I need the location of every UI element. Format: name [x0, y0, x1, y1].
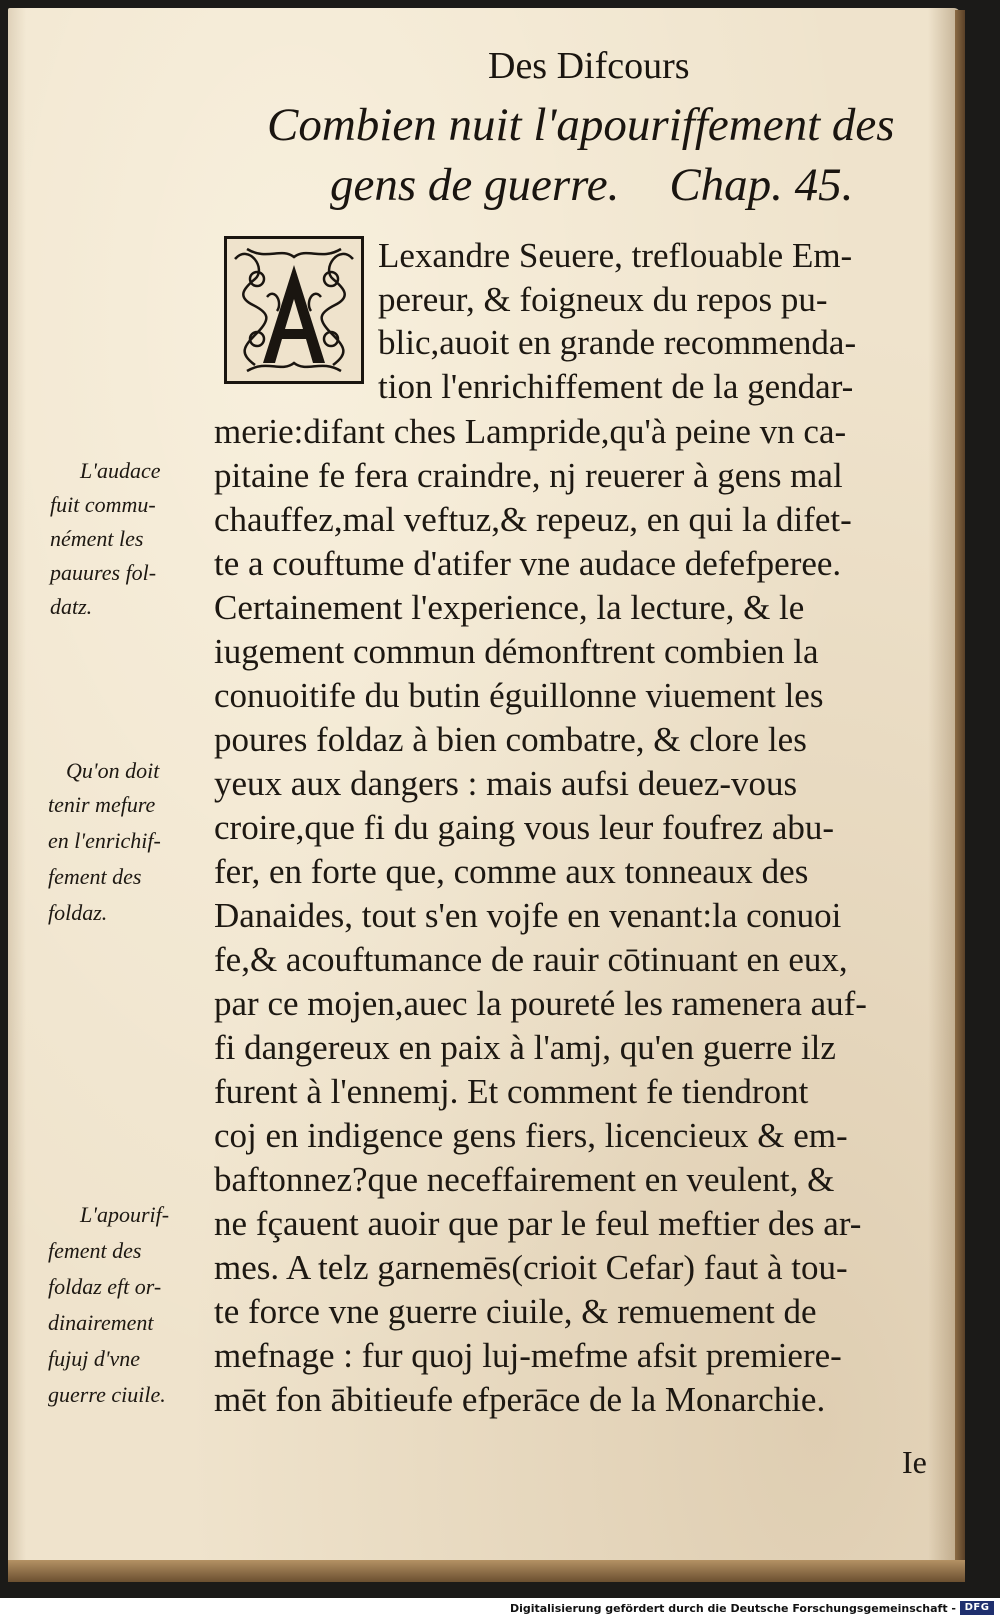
- marginal-note: guerre ciuile.: [48, 1382, 166, 1407]
- body-line: fe,& acouftumance de rauir cōtinuant en eux,: [214, 940, 848, 979]
- body-line: chauffez,mal veftuz,& repeuz, en qui la difet-: [214, 500, 852, 539]
- body-line: tion l'enrichiffement de la gendar-: [378, 367, 854, 406]
- body-line: baftonnez?que neceffairement en veulent, &: [214, 1160, 835, 1199]
- body-line: mefnage : fur quoj luj-mefme afsit premiere-: [214, 1336, 842, 1375]
- marginal-note: fuit commu-: [50, 492, 156, 517]
- dfg-logo-icon: DFG: [960, 1601, 994, 1615]
- body-line: mēt fon ābitieufe efperāce de la Monarchie.: [214, 1380, 826, 1419]
- ornamental-initial-icon: [227, 239, 361, 381]
- page-bottom-edge: [8, 1560, 965, 1582]
- body-line: blic,auoit en grande recommenda-: [378, 323, 857, 362]
- marginal-note: pauures fol-: [50, 560, 157, 585]
- marginal-note: en l'enrichif-: [48, 828, 161, 853]
- marginal-note: L'apourif-: [80, 1202, 170, 1227]
- marginal-note: fujuj d'vne: [48, 1346, 141, 1371]
- catchword: Ie: [902, 1444, 927, 1480]
- body-line: par ce mojen,auec la poureté les ramenera auf-: [214, 984, 867, 1023]
- decorated-initial: [224, 236, 364, 384]
- body-line: iugement commun démonftrent combien la: [214, 632, 819, 671]
- marginal-note: dinairement: [48, 1310, 154, 1335]
- marginal-note: fement des: [48, 1238, 142, 1263]
- body-line: fer, en forte que, comme aux tonneaux des: [214, 852, 809, 891]
- marginal-note: L'audace: [80, 458, 161, 483]
- body-line: yeux aux dangers : mais aufsi deuez-vous: [214, 764, 798, 803]
- body-line: te a couftume d'atifer vne audace defefperee.: [214, 544, 842, 583]
- body-line: furent à l'ennemj. Et comment fe tiendront: [214, 1072, 809, 1111]
- chapter-number: Chap. 45.: [669, 159, 854, 211]
- body-line: pitaine fe fera craindre, nj reuerer à gens mal: [214, 456, 843, 495]
- body-line: coj en indigence gens fiers, licencieux & em-: [214, 1116, 848, 1155]
- body-line: fi dangereux en paix à l'amj, qu'en guerre ilz: [214, 1028, 836, 1067]
- body-line: croire,que fi du gaing vous leur foufrez abu-: [214, 808, 835, 847]
- marginal-note: datz.: [50, 594, 93, 619]
- footer-credit: Digitalisierung gefördert durch die Deutsche Forschungsgemeinschaft -: [509, 1602, 956, 1615]
- marginal-note: foldaz eft or-: [48, 1274, 162, 1299]
- marginal-note: foldaz.: [48, 900, 108, 925]
- page-edge: [955, 10, 965, 1570]
- body-line: Danaides, tout s'en vojfe en venant:la conuoi: [214, 896, 842, 935]
- body-line: mes. A telz garnemēs(crioit Cefar) faut à tou-: [214, 1248, 848, 1287]
- chapter-title-line-1: Combien nuit l'apouriffement des: [267, 99, 895, 151]
- body-line: merie:difant ches Lampride,qu'à peine vn ca-: [214, 412, 847, 451]
- marginal-note: nément les: [50, 526, 144, 551]
- body-line: Lexandre Seuere, treflouable Em-: [378, 236, 853, 275]
- body-line: poures foldaz à bien combatre, & clore les: [214, 720, 807, 759]
- body-line: ne fçauent auoir que par le feul meftier des ar-: [214, 1204, 862, 1243]
- body-line: Certainement l'experience, la lecture, & le: [214, 588, 805, 627]
- chapter-title-text: gens de guerre.: [330, 159, 620, 211]
- marginal-note: fement des: [48, 864, 142, 889]
- body-line: pereur, & foigneux du repos pu-: [378, 280, 828, 319]
- body-line: te force vne guerre ciuile, & remuement de: [214, 1292, 817, 1331]
- marginal-note: tenir mefure: [48, 792, 156, 817]
- chapter-title-line-2: [330, 158, 853, 212]
- running-head: Des Difcours: [488, 45, 690, 87]
- body-line: conuoitife du butin éguillonne viuement les: [214, 676, 824, 715]
- marginal-note: Qu'on doit: [66, 758, 160, 783]
